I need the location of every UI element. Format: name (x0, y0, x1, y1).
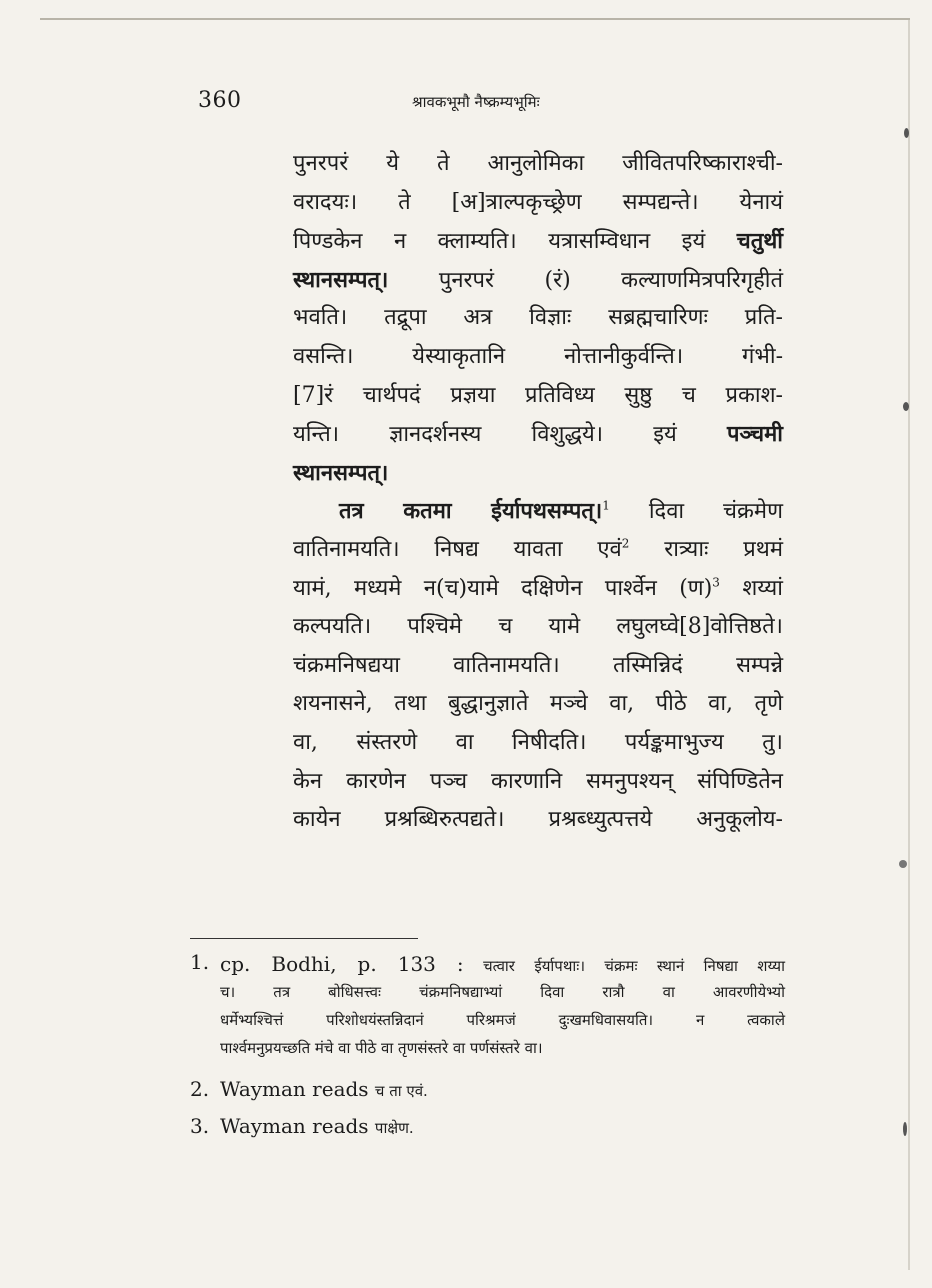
footnote-text: Wayman reads (220, 1077, 375, 1101)
text-segment: वसन्ति। येस्याकृतानि नोत्तानीकुर्वन्ति। गंभी- (293, 343, 783, 369)
text-segment: रात्र्याः प्रथमं (629, 536, 783, 562)
text-line (293, 763, 783, 802)
text-segment: पुनरपरं ये ते आनुलोमिका जीवितपरिष्काराश्ची- (293, 151, 783, 176)
scan-speck (899, 860, 907, 868)
text-segment: वरादयः। ते [अ]त्राल्पकृच्छ्रेण सम्पद्यन्ते। येनायं (293, 189, 783, 215)
text-line (293, 261, 783, 300)
bold-term: चतुर्थी (736, 228, 783, 255)
text-segment: [7]रं चार्थपदं प्रज्ञया प्रतिविध्य सुष्ठु च प्रकाश- (293, 382, 783, 408)
text-segment: यन्ति। ज्ञानदर्शनस्य विशुद्धये। इयं (293, 422, 727, 448)
footnote-line (220, 950, 785, 978)
page-right-edge (908, 20, 910, 1270)
footnote-number: 3. (190, 1114, 210, 1138)
footnote-1 (190, 950, 785, 1062)
bold-term: स्थानसम्पत्। (293, 266, 389, 293)
scan-speck (903, 402, 909, 411)
text-segment: शयनासने, तथा बुद्धानुज्ञाते मञ्चे वा, पीठे वा, तृणे (293, 691, 783, 717)
text-line (293, 415, 783, 454)
footnote-text: Wayman reads (220, 1114, 375, 1138)
footnote-3 (190, 1113, 785, 1139)
page-top-edge (40, 18, 910, 20)
text-line (293, 608, 783, 647)
section-heading: तत्र कतमा ईर्यापथसम्पत्। (339, 498, 603, 525)
body-text (293, 145, 783, 840)
text-segment: शय्यां (719, 575, 783, 601)
footnote-number: 2. (190, 1077, 210, 1101)
footnote-citation: cp. Bodhi, p. 133 : (220, 952, 464, 976)
footnote-ref[interactable]: 3 (712, 575, 720, 590)
scan-speck (903, 1122, 907, 1136)
text-line (293, 570, 783, 609)
text-line (293, 338, 783, 377)
scan-speck (904, 128, 909, 138)
text-segment: कल्पयति। पश्चिमे च यामे लघुलघ्वे[8]वोत्तिष्ठते। (293, 614, 783, 640)
text-segment: दिवा चंक्रमेण (609, 499, 783, 525)
text-line (293, 801, 783, 840)
text-segment: भवति। तद्रूपा अत्र विज्ञाः सब्रह्मचारिणः प्रति- (293, 305, 783, 331)
running-head: श्रावकभूमौ नैष्क्रम्यभूमिः (412, 93, 540, 111)
footnote-text: चत्वार ईर्यापथाः। चंक्रमः स्थानं निषद्या शय्या (463, 957, 785, 975)
text-line (293, 377, 783, 416)
footnote-reading: च ता एवं. (374, 1082, 428, 1100)
text-segment: पुनरपरं (रं) कल्याणमित्रपरिगृहीतं (388, 267, 783, 293)
footnote-line: धर्मेभ्यश्चित्तं परिशोधयंस्तन्निदानं परिश्रमजं दुःखमधिवासयति। न त्वकाले (220, 1011, 785, 1029)
footnote-ref[interactable]: 1 (602, 499, 610, 514)
footnote-2 (190, 1076, 785, 1102)
text-segment: चंक्रमनिषद्यया वातिनामयति। तस्मिन्निदं सम्पन्ने (293, 652, 783, 678)
text-segment: केन कारणेन पञ्च कारणानि समनुपश्यन् संपिण्डितेन (293, 768, 783, 794)
text-line (293, 492, 783, 531)
footnote-reading: पाक्षेण. (374, 1119, 414, 1137)
page-number: 360 (198, 88, 242, 113)
text-line (293, 299, 783, 338)
footnotes (190, 950, 785, 1139)
text-line (293, 184, 783, 223)
text-segment: पिण्डकेन न क्लाम्यति। यत्रासम्विधान इयं (293, 229, 737, 255)
text-segment: वातिनामयति। निषद्य यावता एवं (293, 536, 622, 562)
text-segment: वा, संस्तरणे वा निषीदति। पर्यङ्कमाभुज्य तु। (293, 729, 783, 755)
footnote-body (220, 1076, 785, 1102)
bold-term: स्थानसम्पत्। (293, 459, 389, 486)
text-line (293, 454, 783, 493)
footnote-line: पार्श्वमनुप्रयच्छति मंचे वा पीठे वा तृणसंस्तरे वा पर्णसंस्तरे वा। (220, 1039, 543, 1057)
text-line (293, 647, 783, 686)
footnote-body (220, 950, 785, 1062)
bold-term: पञ्चमी (726, 421, 783, 448)
text-segment: यामं, मध्यमे न(च)यामे दक्षिणेन पार्श्वेन (ण) (293, 575, 713, 601)
footnote-body (220, 1113, 785, 1139)
text-line (293, 531, 783, 570)
footnote-ref[interactable]: 2 (621, 536, 630, 551)
footnote-number: 1. (190, 950, 210, 974)
text-line (293, 685, 783, 724)
text-line (293, 145, 783, 184)
text-line (293, 724, 783, 763)
text-segment: कायेन प्रश्रब्धिरुत्पद्यते। प्रश्रब्ध्युत्पत्तये अनुकूलोय- (293, 807, 783, 833)
text-line (293, 222, 783, 261)
footnote-rule (190, 938, 418, 939)
footnote-line: च। तत्र बोधिसत्त्वः चंक्रमनिषद्याभ्यां दिवा रात्रौ वा आवरणीयेभ्यो (220, 983, 785, 1001)
